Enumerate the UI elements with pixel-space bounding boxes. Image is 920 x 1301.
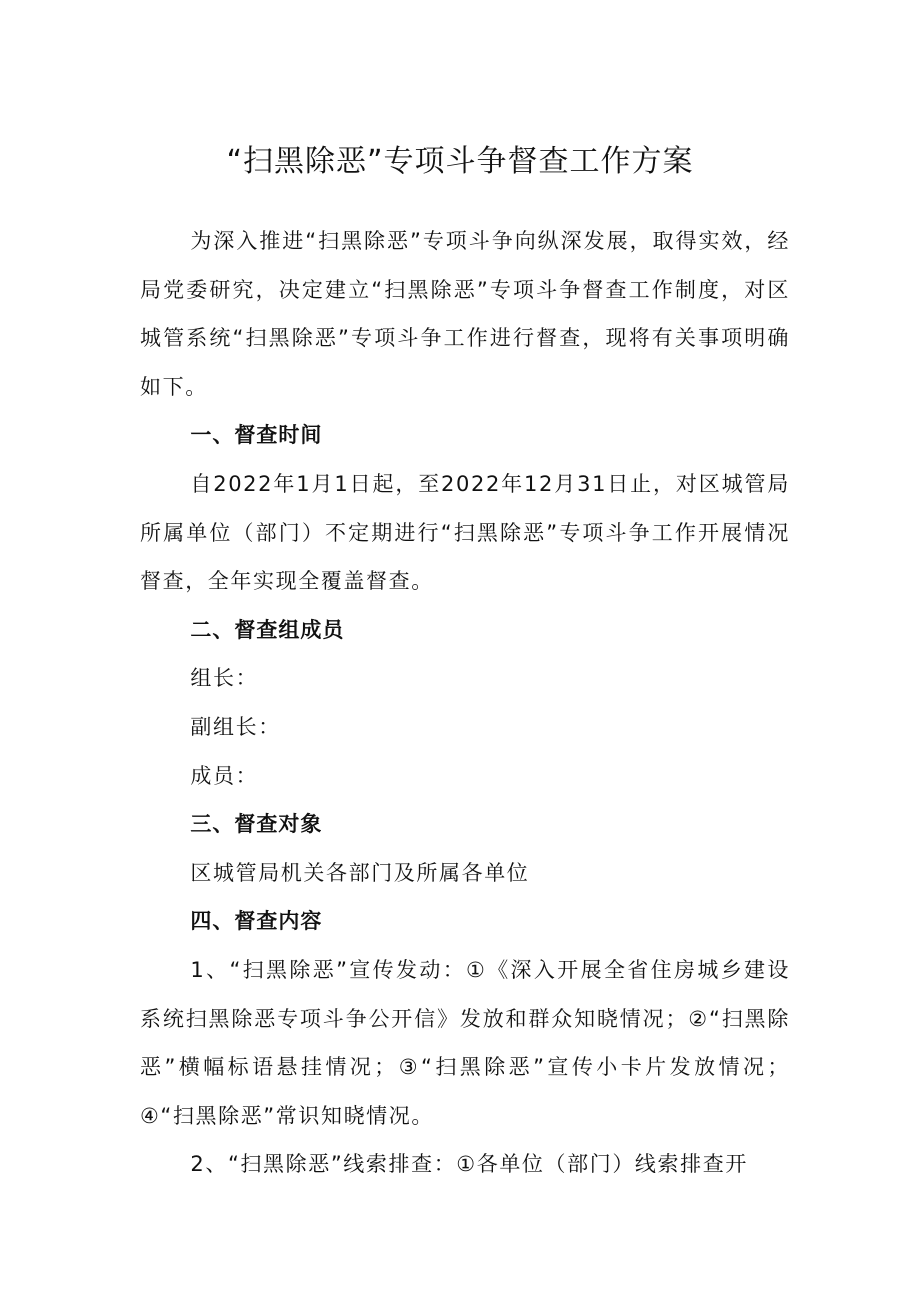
content-paragraph-publicity: 1、“扫黑除恶”宣传发动：①《深入开展全省住房城乡建设系统扫黑除恶专项斗争公开信》发放和群众知晓情况；②“扫黑除恶”横幅标语悬挂情况；③“扫黑除恶”宣传小卡片发放情况；④“扫黑除恶”常识知晓情况。 — [140, 957, 790, 1128]
section-heading-time: 一、督查时间 — [190, 423, 323, 448]
section-heading-members: 二、督查组成员 — [190, 617, 345, 642]
document-body — [140, 217, 790, 1189]
section-text-time: 自2022年1月1日起，至2022年12月31日止，对区城管局所属单位（部门）不定期进行“扫黑除恶”专项斗争工作开展情况督查，全年实现全覆盖督查。 — [140, 471, 790, 594]
section-text-target: 区城管局机关各部门及所属各单位 — [190, 860, 530, 885]
member-members: 成员： — [190, 763, 259, 788]
section-heading-content: 四、督查内容 — [190, 909, 323, 934]
section-heading-target: 三、督查对象 — [190, 812, 323, 837]
intro-paragraph: 为深入推进“扫黑除恶”专项斗争向纵深发展，取得实效，经局党委研究，决定建立“扫黑除恶”专项斗争督查工作制度，对区城管系统“扫黑除恶”专项斗争工作进行督查，现将有关事项明确如下。 — [140, 229, 790, 399]
member-deputy-leader: 副组长： — [190, 714, 281, 739]
content-paragraph-clues: 2、“扫黑除恶”线索排查：①各单位（部门）线索排查开 — [190, 1152, 748, 1177]
document-title: “扫黑除恶”专项斗争督查工作方案 — [226, 144, 694, 179]
member-leader: 组长： — [190, 666, 259, 691]
